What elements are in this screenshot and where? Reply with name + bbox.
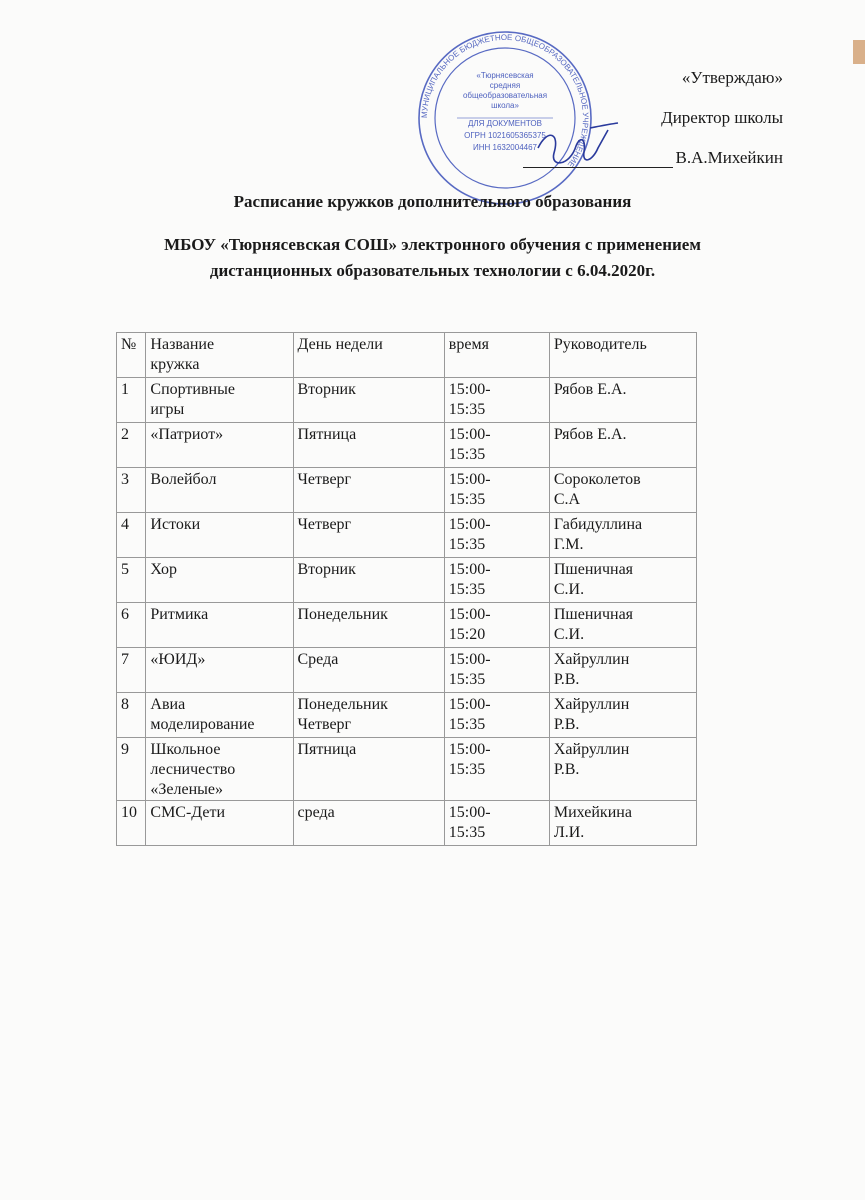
table-row [117,513,697,558]
cell-weekday: Понедельник [293,603,444,648]
cell-leader: Габидуллина Г.М. [549,513,696,558]
stamp-line: общеобразовательная [462,91,548,100]
cell-weekday: Четверг [293,468,444,513]
cell-number: 8 [117,693,146,738]
cell-time: 15:00- 15:35 [444,378,549,423]
cell-club-name: Авиа моделирование [146,693,293,738]
cell-number: 4 [117,513,146,558]
cell-weekday: Понедельник Четверг [293,693,444,738]
cell-leader: Хайруллин Р.В. [549,693,696,738]
signatory-name: В.А.Михейкин [675,148,783,167]
cell-time: 15:00- 15:35 [444,738,549,801]
cell-club-name: Ритмика [146,603,293,648]
cell-time: 15:00- 15:35 [444,468,549,513]
cell-leader: Хайруллин Р.В. [549,648,696,693]
approval-signatory [523,148,783,168]
cell-leader: Михейкина Л.И. [549,801,696,846]
subtitle-line-2: дистанционных образовательных технологии с 6.04.2020г. [209,261,656,280]
cell-weekday: Пятница [293,738,444,801]
cell-weekday: Вторник [293,558,444,603]
header-club-name: Название кружка [146,333,293,378]
cell-number: 5 [117,558,146,603]
cell-club-name: «ЮИД» [146,648,293,693]
cell-leader: Хайруллин Р.В. [549,738,696,801]
table-row [117,468,697,513]
cell-number: 9 [117,738,146,801]
document-subtitle [0,232,865,284]
cell-club-name: СМС-Дети [146,801,293,846]
cell-leader: Пшеничная С.И. [549,603,696,648]
signature-line [523,151,673,168]
approval-position: Директор школы [661,108,783,127]
table-row [117,648,697,693]
cell-weekday: Пятница [293,423,444,468]
schedule-table [116,332,697,846]
cell-number: 10 [117,801,146,846]
cell-time: 15:00- 15:35 [444,693,549,738]
table-row [117,801,697,846]
cell-number: 7 [117,648,146,693]
scan-edge-mark [853,40,865,64]
stamp-line: ИНН 1632004467 [472,143,538,152]
cell-time: 15:00- 15:35 [444,558,549,603]
header-number: № [117,333,146,378]
table-header-row [117,333,697,378]
cell-time: 15:00- 15:20 [444,603,549,648]
stamp-line: ОГРН 1021605365375 [464,131,546,140]
table-row [117,738,697,801]
table-row [117,558,697,603]
table-row [117,423,697,468]
cell-leader: Пшеничная С.И. [549,558,696,603]
header-leader: Руководитель [549,333,696,378]
cell-weekday: среда [293,801,444,846]
stamp-line: школа» [491,101,519,110]
table-row [117,603,697,648]
cell-number: 1 [117,378,146,423]
cell-leader: Сороколетов С.А [549,468,696,513]
cell-leader: Рябов Е.А. [549,423,696,468]
cell-club-name: Волейбол [146,468,293,513]
cell-club-name: Истоки [146,513,293,558]
cell-time: 15:00- 15:35 [444,648,549,693]
table-row [117,378,697,423]
cell-club-name: Школьное лесничество «Зеленые» [146,738,293,801]
stamp-line: ДЛЯ ДОКУМЕНТОВ [467,119,543,128]
cell-club-name: Хор [146,558,293,603]
cell-club-name: «Патриот» [146,423,293,468]
cell-number: 2 [117,423,146,468]
cell-club-name: Спортивные игры [146,378,293,423]
subtitle-line-1: МБОУ «Тюрнясевская СОШ» электронного обучения с применением [164,235,701,254]
cell-weekday: Вторник [293,378,444,423]
table-row [117,693,697,738]
cell-time: 15:00- 15:35 [444,513,549,558]
cell-number: 3 [117,468,146,513]
cell-weekday: Четверг [293,513,444,558]
approval-heading: «Утверждаю» [681,68,783,87]
cell-time: 15:00- 15:35 [444,423,549,468]
header-weekday: День недели [293,333,444,378]
cell-number: 6 [117,603,146,648]
stamp-outer-text: МУНИЦИПАЛЬНОЕ БЮДЖЕТНОЕ ОБЩЕОБРАЗОВАТЕЛЬНОЕ УЧРЕЖДЕНИЕ [419,32,591,170]
cell-time: 15:00- 15:35 [444,801,549,846]
cell-weekday: Среда [293,648,444,693]
header-time: время [444,333,549,378]
stamp-line: «Тюрнясевская [476,71,534,80]
document-title: Расписание кружков дополнительного образования [233,192,632,211]
stamp-line: средняя [489,81,521,90]
cell-leader: Рябов Е.А. [549,378,696,423]
